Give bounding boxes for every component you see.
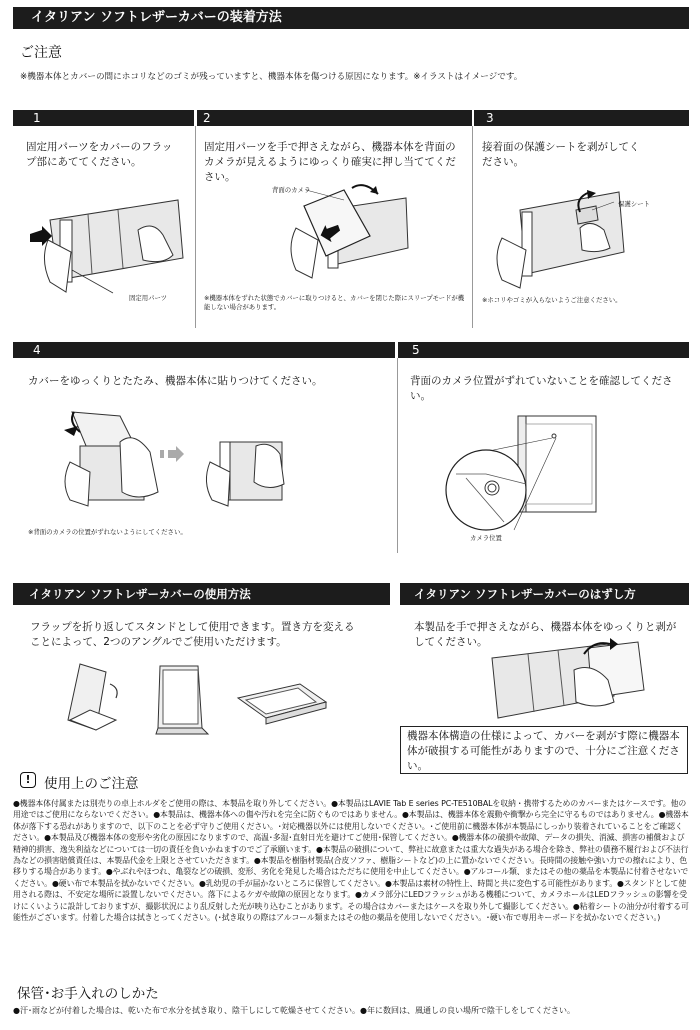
usage-title-bar <box>13 583 390 605</box>
header-bar <box>13 7 689 29</box>
usage-caution-body: ●機器本体付属または別売りの卓上ホルダをご使用の際は、本製品を取り外してください。●本製品はLAVIE Tab E series PC-TE510BALを収納・携帯するためのカバーまたはケースです。他の用途ではご使用にならないでください。●本製品は、機器本体への傷や汚れを完全に防ぐものではありません。●本製品は、機器本体を震動や衝撃から完全に守るものではありません。●機器本体が落下する恐れがありますので、以下のことを必ず守りご使用ください。･対応機器以外には使用しないでください。･ご使用前に機器本体が本製品にしっかり装着されていることをご確認ください。●本製品及び機器本体の変形や劣化の原因になりますので、高温･多湿･直射日光を避けてご使用･保管してください。●機器本体の破損や故障、データの損失、消滅、損害の補償および精神的損害、逸失利益などについては一切の責任を負いかねますのでご了承願います。●本製品の破損について、弊社に故意または重大な過失がある場合を除き、弊社の債務不履行および不法行為などの損害賠償責任は、本製品代金を上限とさせていただきます。●本製品を樹脂材製品(合皮ソファ、樹脂シートなど)の上に置かないでください。長時間の接触や強い力での擦れにより、色移りする場合があります。●やぶれやほつれ、亀裂などの破損、変形、劣化を発見した場合はただちに使用を中止してください。●アルコール類、またはその他の薬品を本製品に付着させないでください。●硬い布で本製品を拭かないでください。●乳幼児の手が届かないところに保管してください。●本製品は素材の特性上、時間と共に変色する可能性があります。●スタンドとして使用される際は、不安定な場所に設置しないでください。落下によるケガや故障の原因となります。●カメラ部分にLEDフラッシュがある機種について、カメラホールはLEDフラッシュの影響を受けにくいように設計しておりますが、撮影状況により乱反射した光が映り込むことがあります。その場合はカバーまたはケースを取り外して撮影してください。●粘着シートの油分が付着する可能性がございます。付着した場合は拭きとってください。(･拭き取りの際はアルコール類またはその他の薬品を使用しないでください。･硬い布で専用キーボードを拭かないでください。) <box>13 799 689 923</box>
caution-text: ※機器本体とカバーの間にホコリなどのゴミが残っていますと、機器本体を傷つける原因になります。※イラストはイメージです。 <box>20 72 523 82</box>
removal-title-bar <box>400 583 689 605</box>
usage-illustration <box>60 658 340 738</box>
usage-title: イタリアン ソフトレザーカバーの使用方法 <box>29 587 251 601</box>
step-1-label: 固定用パーツ <box>128 294 168 302</box>
step-1-number: 1 <box>13 110 194 126</box>
care-body: ●汗･雨などが付着した場合は、乾いた布で水分を拭き取り、陰干しにして乾燥させてください。●年に数回は、風通しの良い場所で陰干しをしてください。 <box>13 1006 575 1015</box>
step-3-label: 保護シート <box>618 200 650 208</box>
step-2-label: 背面のカメラ <box>272 186 311 194</box>
step-5-label: カメラ位置 <box>470 534 502 542</box>
removal-warning-box <box>400 726 688 774</box>
step-3-note: ※ホコリやゴミが入らないようご注意ください。 <box>482 296 622 304</box>
removal-warning: 機器本体構造の仕様によって、カバーを剥がす際に機器本体が破損する可能性がありますので、十分にご注意ください。 <box>407 730 680 772</box>
step-4-note: ※背面のカメラの位置がずれないようにしてください。 <box>28 528 187 536</box>
step-5-number: 5 <box>398 342 689 358</box>
step-3-text: 接着面の保護シートを剥がしてください。 <box>482 141 640 168</box>
page-title: イタリアン ソフトレザーカバーの装着方法 <box>31 10 282 25</box>
step-divider <box>397 358 398 553</box>
removal-illustration <box>488 642 658 722</box>
warning-icon <box>20 772 36 788</box>
removal-text: 本製品を手で押さえながら、機器本体をゆっくりと剥がしてください。 <box>414 621 677 648</box>
removal-title: イタリアン ソフトレザーカバーのはずし方 <box>414 587 636 601</box>
step-divider <box>195 126 196 328</box>
step-5-illustration <box>444 414 604 544</box>
step-divider <box>472 126 473 328</box>
step-2-note: ※機器本体をずれた状態でカバーに取りつけると、カバーを閉じた際にスリープモードが機能しない場合があります。 <box>204 294 465 311</box>
caution-heading: ご注意 <box>20 45 62 61</box>
step-3-number: 3 <box>474 110 689 126</box>
step-2-number: 2 <box>197 110 472 126</box>
step-2-text: 固定用パーツを手で押さえながら、機器本体を背面のカメラが見えるようにゆっくり確実に押し当ててください。 <box>204 141 456 183</box>
usage-caution-heading: 使用上のご注意 <box>44 776 139 792</box>
care-heading: 保管･お手入れのしかた <box>17 986 159 1002</box>
warning-icon-glyph: ! <box>25 773 31 786</box>
usage-text: フラップを折り返してスタンドとして使用できます。置き方を変えることによって、2つのアングルでご使用いただけます。 <box>30 621 355 648</box>
step-4-illustration <box>60 402 300 517</box>
step-5-text: 背面のカメラ位置がずれていないことを確認してください。 <box>410 375 673 402</box>
step-3-illustration <box>484 188 634 293</box>
step-2-illustration <box>274 178 414 293</box>
step-4-text: カバーをゆっくりとたたみ、機器本体に貼りつけてください。 <box>28 375 323 387</box>
step-4-number: 4 <box>13 342 395 358</box>
step-1-text: 固定用パーツをカバーのフラップ部にあててください。 <box>26 141 173 168</box>
